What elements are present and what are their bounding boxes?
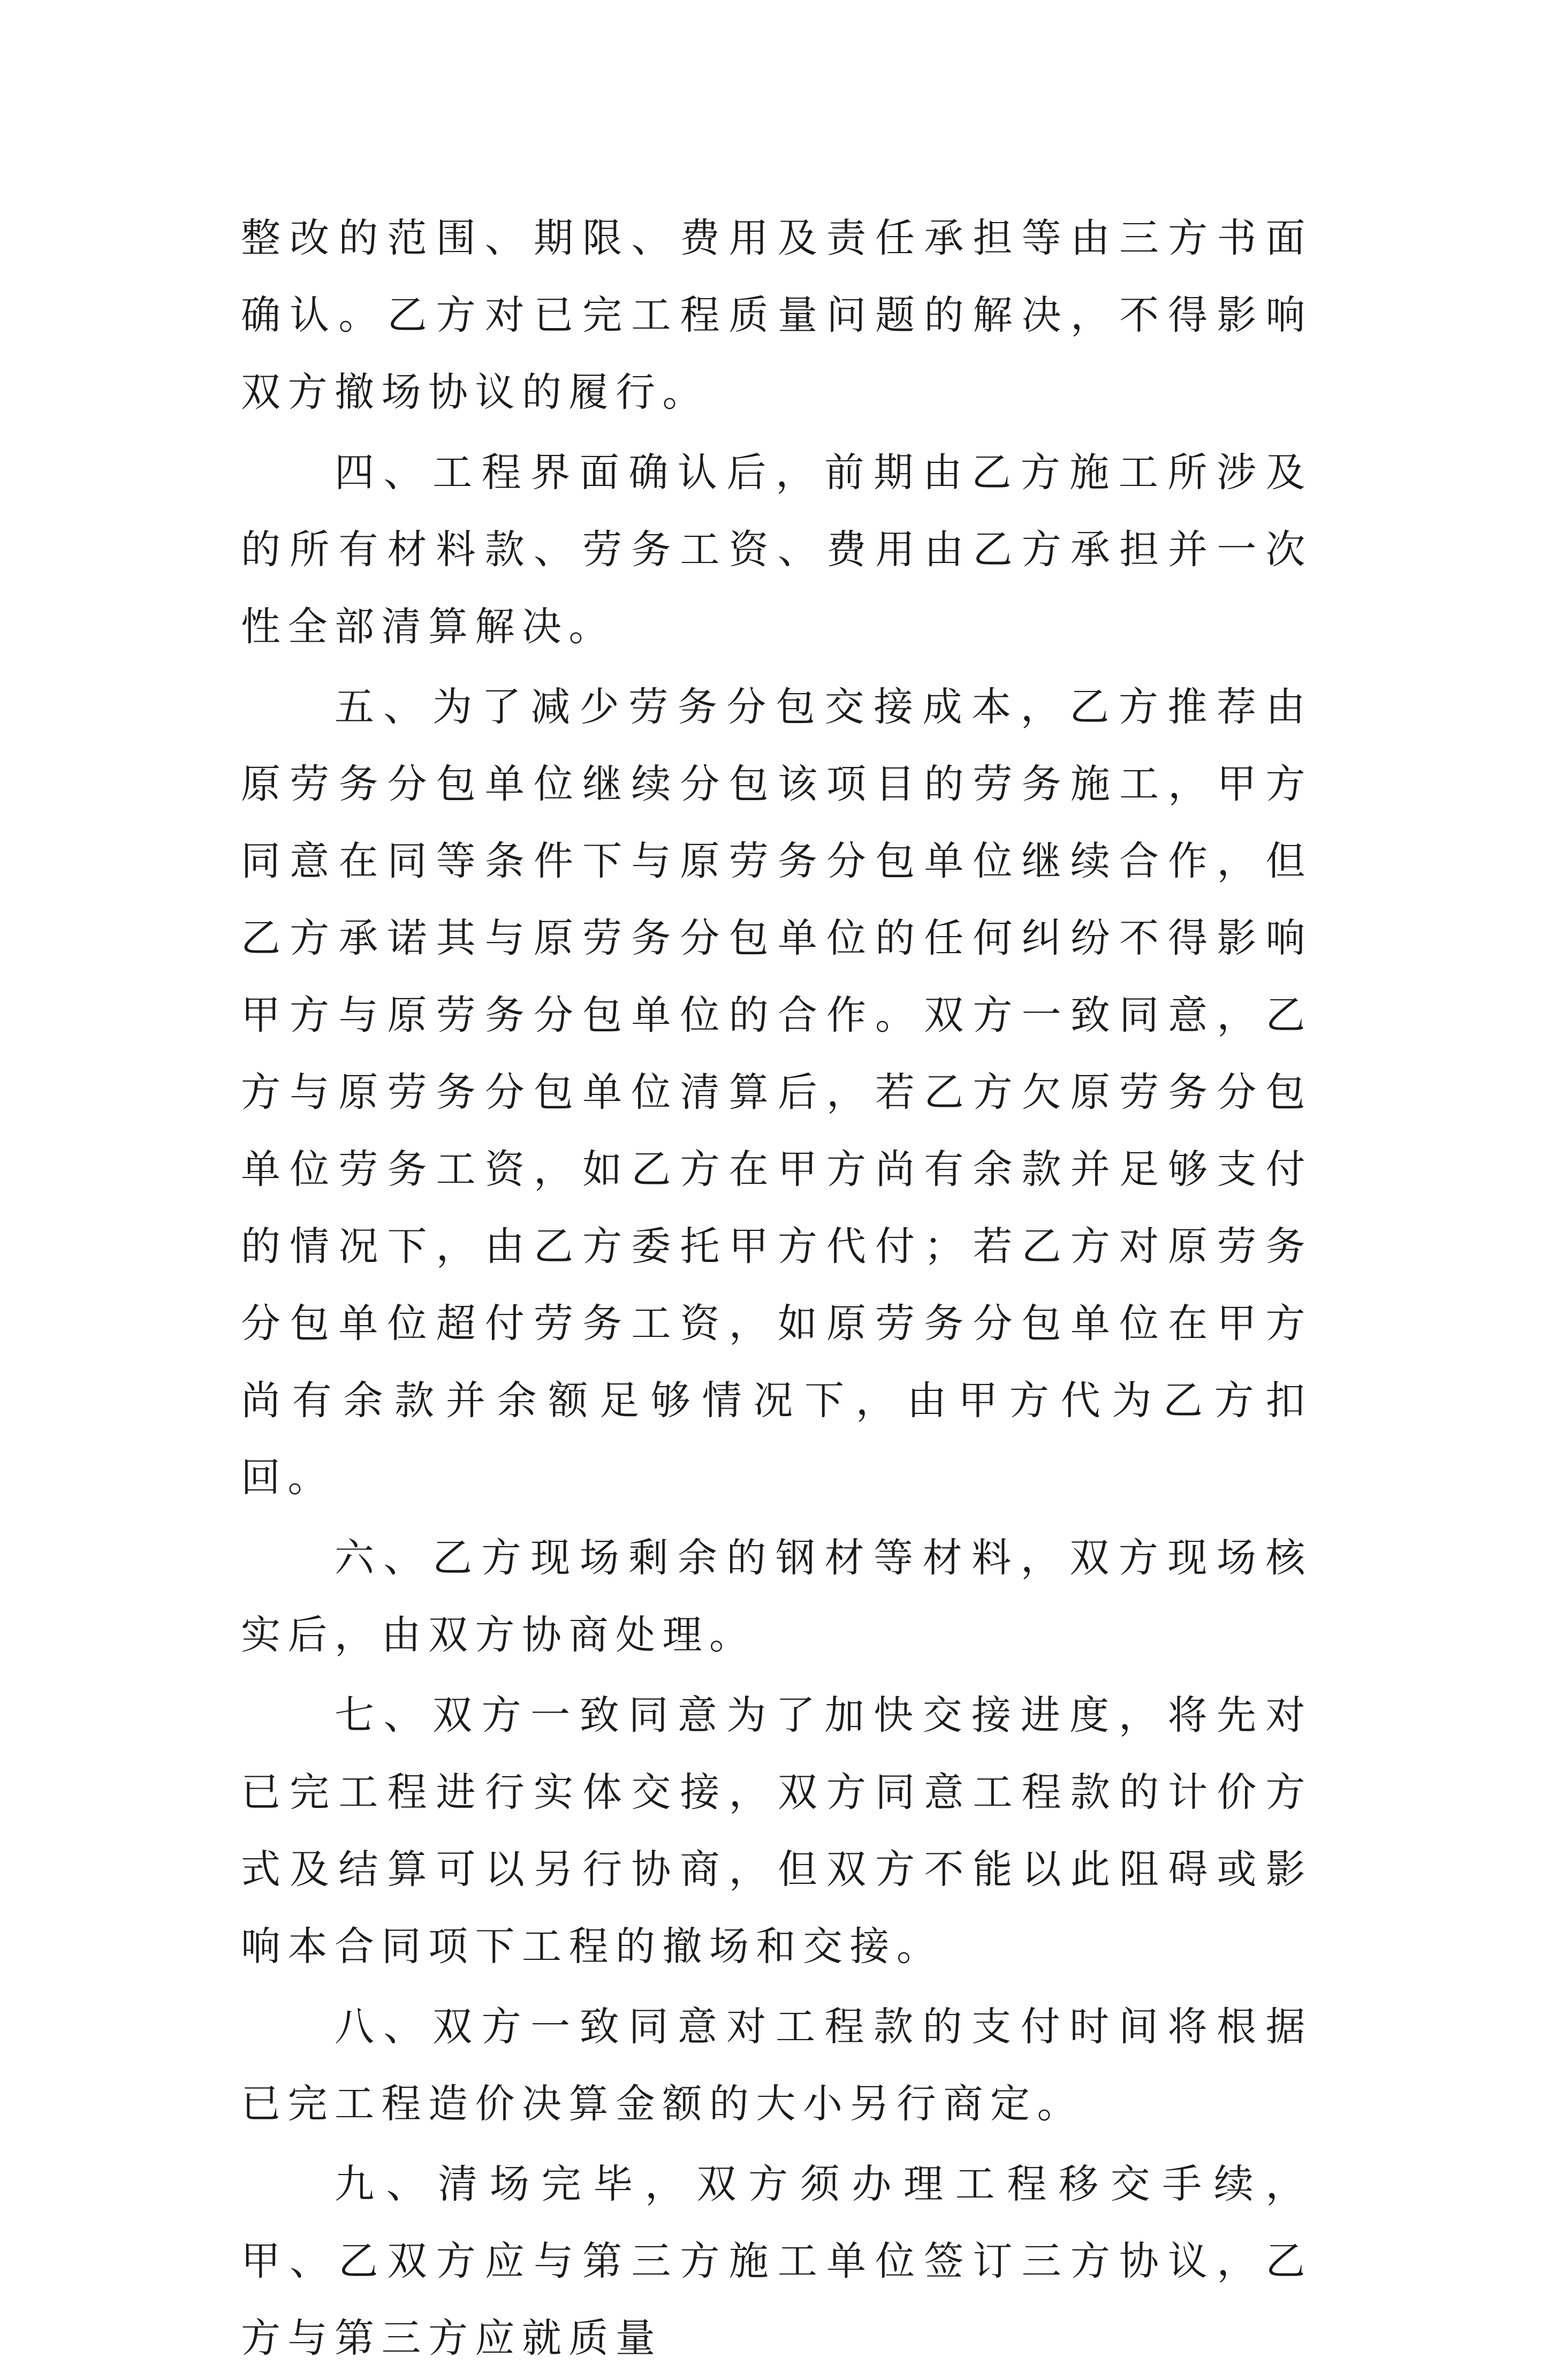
paragraph-continuation: 整改的范围、期限、费用及责任承担等由三方书面确认。乙方对已完工程质量问题的解决，不得影响双方撤场协议的履行。 [241, 215, 1312, 415]
clause-8: 八、双方一致同意对工程款的支付时间将根据已完工程造价决算金额的大小另行商定。 [241, 2004, 1312, 2127]
clause-9: 九、清场完毕，双方须办理工程移交手续，甲、乙双方应与第三方施工单位签订三方协议，乙方与第三方应就质量 [241, 2161, 1312, 2361]
clause-7: 七、双方一致同意为了加快交接进度，将先对已完工程进行实体交接，双方同意工程款的计价方式及结算可以另行协商，但双方不能以此阻碍或影响本合同项下工程的撤场和交接。 [241, 1692, 1312, 1970]
document-body [241, 200, 1312, 2380]
clause-4: 四、工程界面确认后，前期由乙方施工所涉及的所有材料款、劳务工资、费用由乙方承担并一次性全部清算解决。 [241, 450, 1312, 650]
clause-6: 六、乙方现场剩余的钢材等材料，双方现场核实后，由双方协商处理。 [241, 1535, 1312, 1658]
clause-5: 五、为了减少劳务分包交接成本，乙方推荐由原劳务分包单位继续分包该项目的劳务施工，甲方同意在同等条件下与原劳务分包单位继续合作，但乙方承诺其与原劳务分包单位的任何纠纷不得影响甲方与原劳务分包单位的合作。双方一致同意，乙方与原劳务分包单位清算后，若乙方欠原劳务分包单位劳务工资，如乙方在甲方尚有余款并足够支付的情况下，由乙方委托甲方代付；若乙方对原劳务分包单位超付劳务工资，如原劳务分包单位在甲方尚有余款并余额足够情况下，由甲方代为乙方扣回。 [241, 684, 1312, 1501]
